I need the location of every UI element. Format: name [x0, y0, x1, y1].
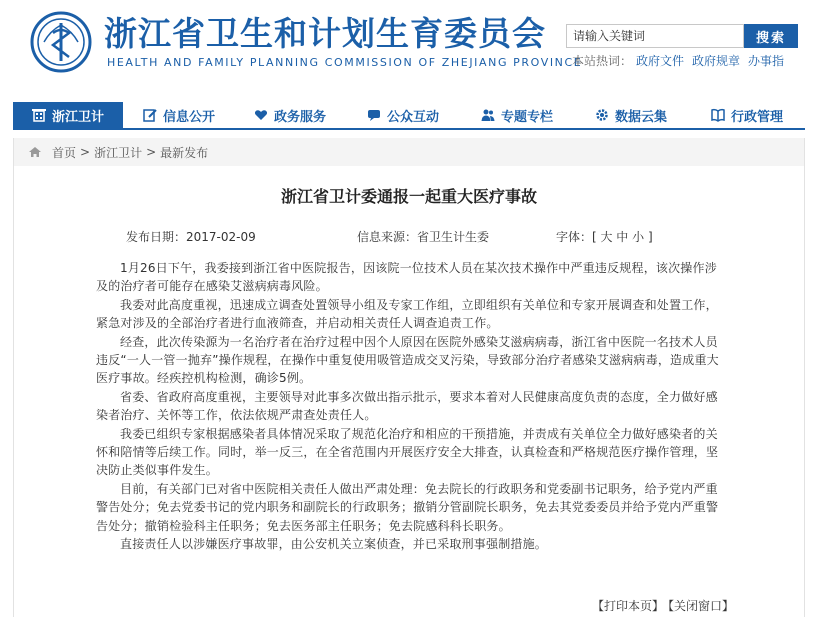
site-subtitle: HEALTH AND FAMILY PLANNING COMMISSION OF ZHEJIANG PROVINCE	[107, 56, 583, 69]
article-paragraph: 省委、省政府高度重视，主要领导对此事多次做出指示批示，要求本着对人民健康高度负责的态度，全力做好感染者治疗、关怀等工作，依法依规严肃查处责任人。	[96, 389, 718, 423]
breadcrumb-separator: >	[80, 145, 91, 159]
book-icon	[711, 108, 725, 122]
main-nav	[13, 102, 805, 130]
chat-icon	[367, 108, 381, 122]
nav-item-info-disclosure[interactable]	[123, 102, 235, 128]
content-panel	[13, 138, 805, 617]
article-paragraph: 1月26日下午，我委接到浙江省中医院报告，因该院一位技术人员在某次技术操作中严重违反规程，该次操作涉及的治疗者可能存在感染艾滋病病毒风险。	[96, 261, 717, 294]
search-button[interactable]: 搜索	[744, 24, 798, 48]
nav-item-special-topics[interactable]	[461, 102, 573, 128]
article-paragraph: 经查，此次传染源为一名治疗者在治疗过程中因个人原因在医院外感染艾滋病病毒，浙江省中医院一名技术人员违反“一人一管一抛弃”操作规程，在操作中重复使用吸管造成交叉污染，导致部分治疗者感染艾滋病病毒，造成重大医疗事故。经疾控机构检测，确诊5例。	[96, 334, 719, 386]
article-paragraph: 我委已组织专家根据感染者具体情况采取了规范化治疗和相应的干预措施，并责成有关单位全力做好感染者的关怀和陪情等后续工作。同时，举一反三，在全省范围内开展医疗安全大排查，认真检查和严格规范医疗操作管理，坚决防止类似事件发生。	[96, 426, 719, 478]
article-paragraph: 目前，有关部门已对省中医院相关责任人做出严肃处理：免去院长的行政职务和党委副书记职务，给予党内严重警告处分；免去党委书记的党内职务和副院长的行政职务；撤销分管副院长职务，免去其党委委员并给予党内严重警告处分；撤销检验科主任职务；免去医务部主任职务；免去院感科科长职务。	[96, 481, 719, 533]
hotword-link[interactable]: 政府规章	[692, 54, 741, 68]
nav-item-label: 政务服务	[273, 109, 326, 125]
info-source: 信息来源：省卫生计生委	[357, 230, 490, 244]
home-icon	[28, 146, 42, 158]
site-header	[0, 0, 819, 96]
nav-item-label: 行政管理	[730, 109, 783, 125]
gear-icon	[595, 108, 609, 122]
edit-icon	[143, 108, 157, 122]
breadcrumb-current[interactable]: 最新发布	[160, 145, 209, 160]
font-size-control[interactable]: 字体：[ 大 中 小 ]	[556, 230, 653, 244]
nav-item-label: 浙江卫计	[51, 109, 104, 125]
nav-item-label: 信息公开	[162, 109, 215, 125]
search-input[interactable]	[566, 24, 744, 48]
heart-icon	[254, 108, 268, 122]
nav-item-label: 数据云集	[614, 109, 667, 125]
close-window-link[interactable]: 【关闭窗口】	[668, 599, 735, 613]
breadcrumb-home-link[interactable]: 首页	[52, 145, 77, 160]
nav-item-label: 公众互动	[386, 109, 439, 125]
hotwords-label: 本站热词：	[572, 54, 633, 68]
building-icon	[32, 108, 46, 122]
breadcrumb	[14, 138, 804, 166]
hotword-link[interactable]: 政府文件	[636, 54, 685, 68]
people-icon	[481, 108, 495, 122]
nav-item-public-interaction[interactable]	[345, 102, 461, 128]
breadcrumb-link[interactable]: 浙江卫计	[94, 145, 143, 160]
site-title: 浙江省卫生和计划生育委员会	[104, 14, 546, 53]
hotword-link[interactable]: 办事指	[748, 54, 785, 68]
nav-item-admin-management[interactable]	[689, 102, 805, 128]
breadcrumb-separator: >	[146, 145, 157, 159]
article-body	[96, 259, 728, 554]
article-paragraph: 直接责任人以涉嫌医疗事故罪，由公安机关立案侦查，并已采取刑事强制措施。	[120, 537, 548, 552]
publish-date: 发布日期：2017-02-09	[126, 230, 256, 244]
article-title: 浙江省卫计委通报一起重大医疗事故	[280, 187, 537, 206]
health-emblem-icon[interactable]	[30, 11, 92, 73]
nav-item-zhejiang-health[interactable]	[13, 102, 123, 128]
print-page-link[interactable]: 【打印本页】	[592, 599, 665, 613]
article-paragraph: 我委对此高度重视，迅速成立调查处置领导小组及专家工作组，立即组织有关单位和专家开展调查和处置工作，紧急对涉及的全部治疗者进行血液筛查，并启动相关责任人调查追责工作。	[96, 297, 718, 331]
footer-links	[592, 597, 738, 614]
hotwords	[572, 52, 792, 69]
nav-item-data-hub[interactable]	[573, 102, 689, 128]
nav-item-gov-services[interactable]	[235, 102, 345, 128]
nav-item-label: 专题专栏	[500, 109, 553, 125]
